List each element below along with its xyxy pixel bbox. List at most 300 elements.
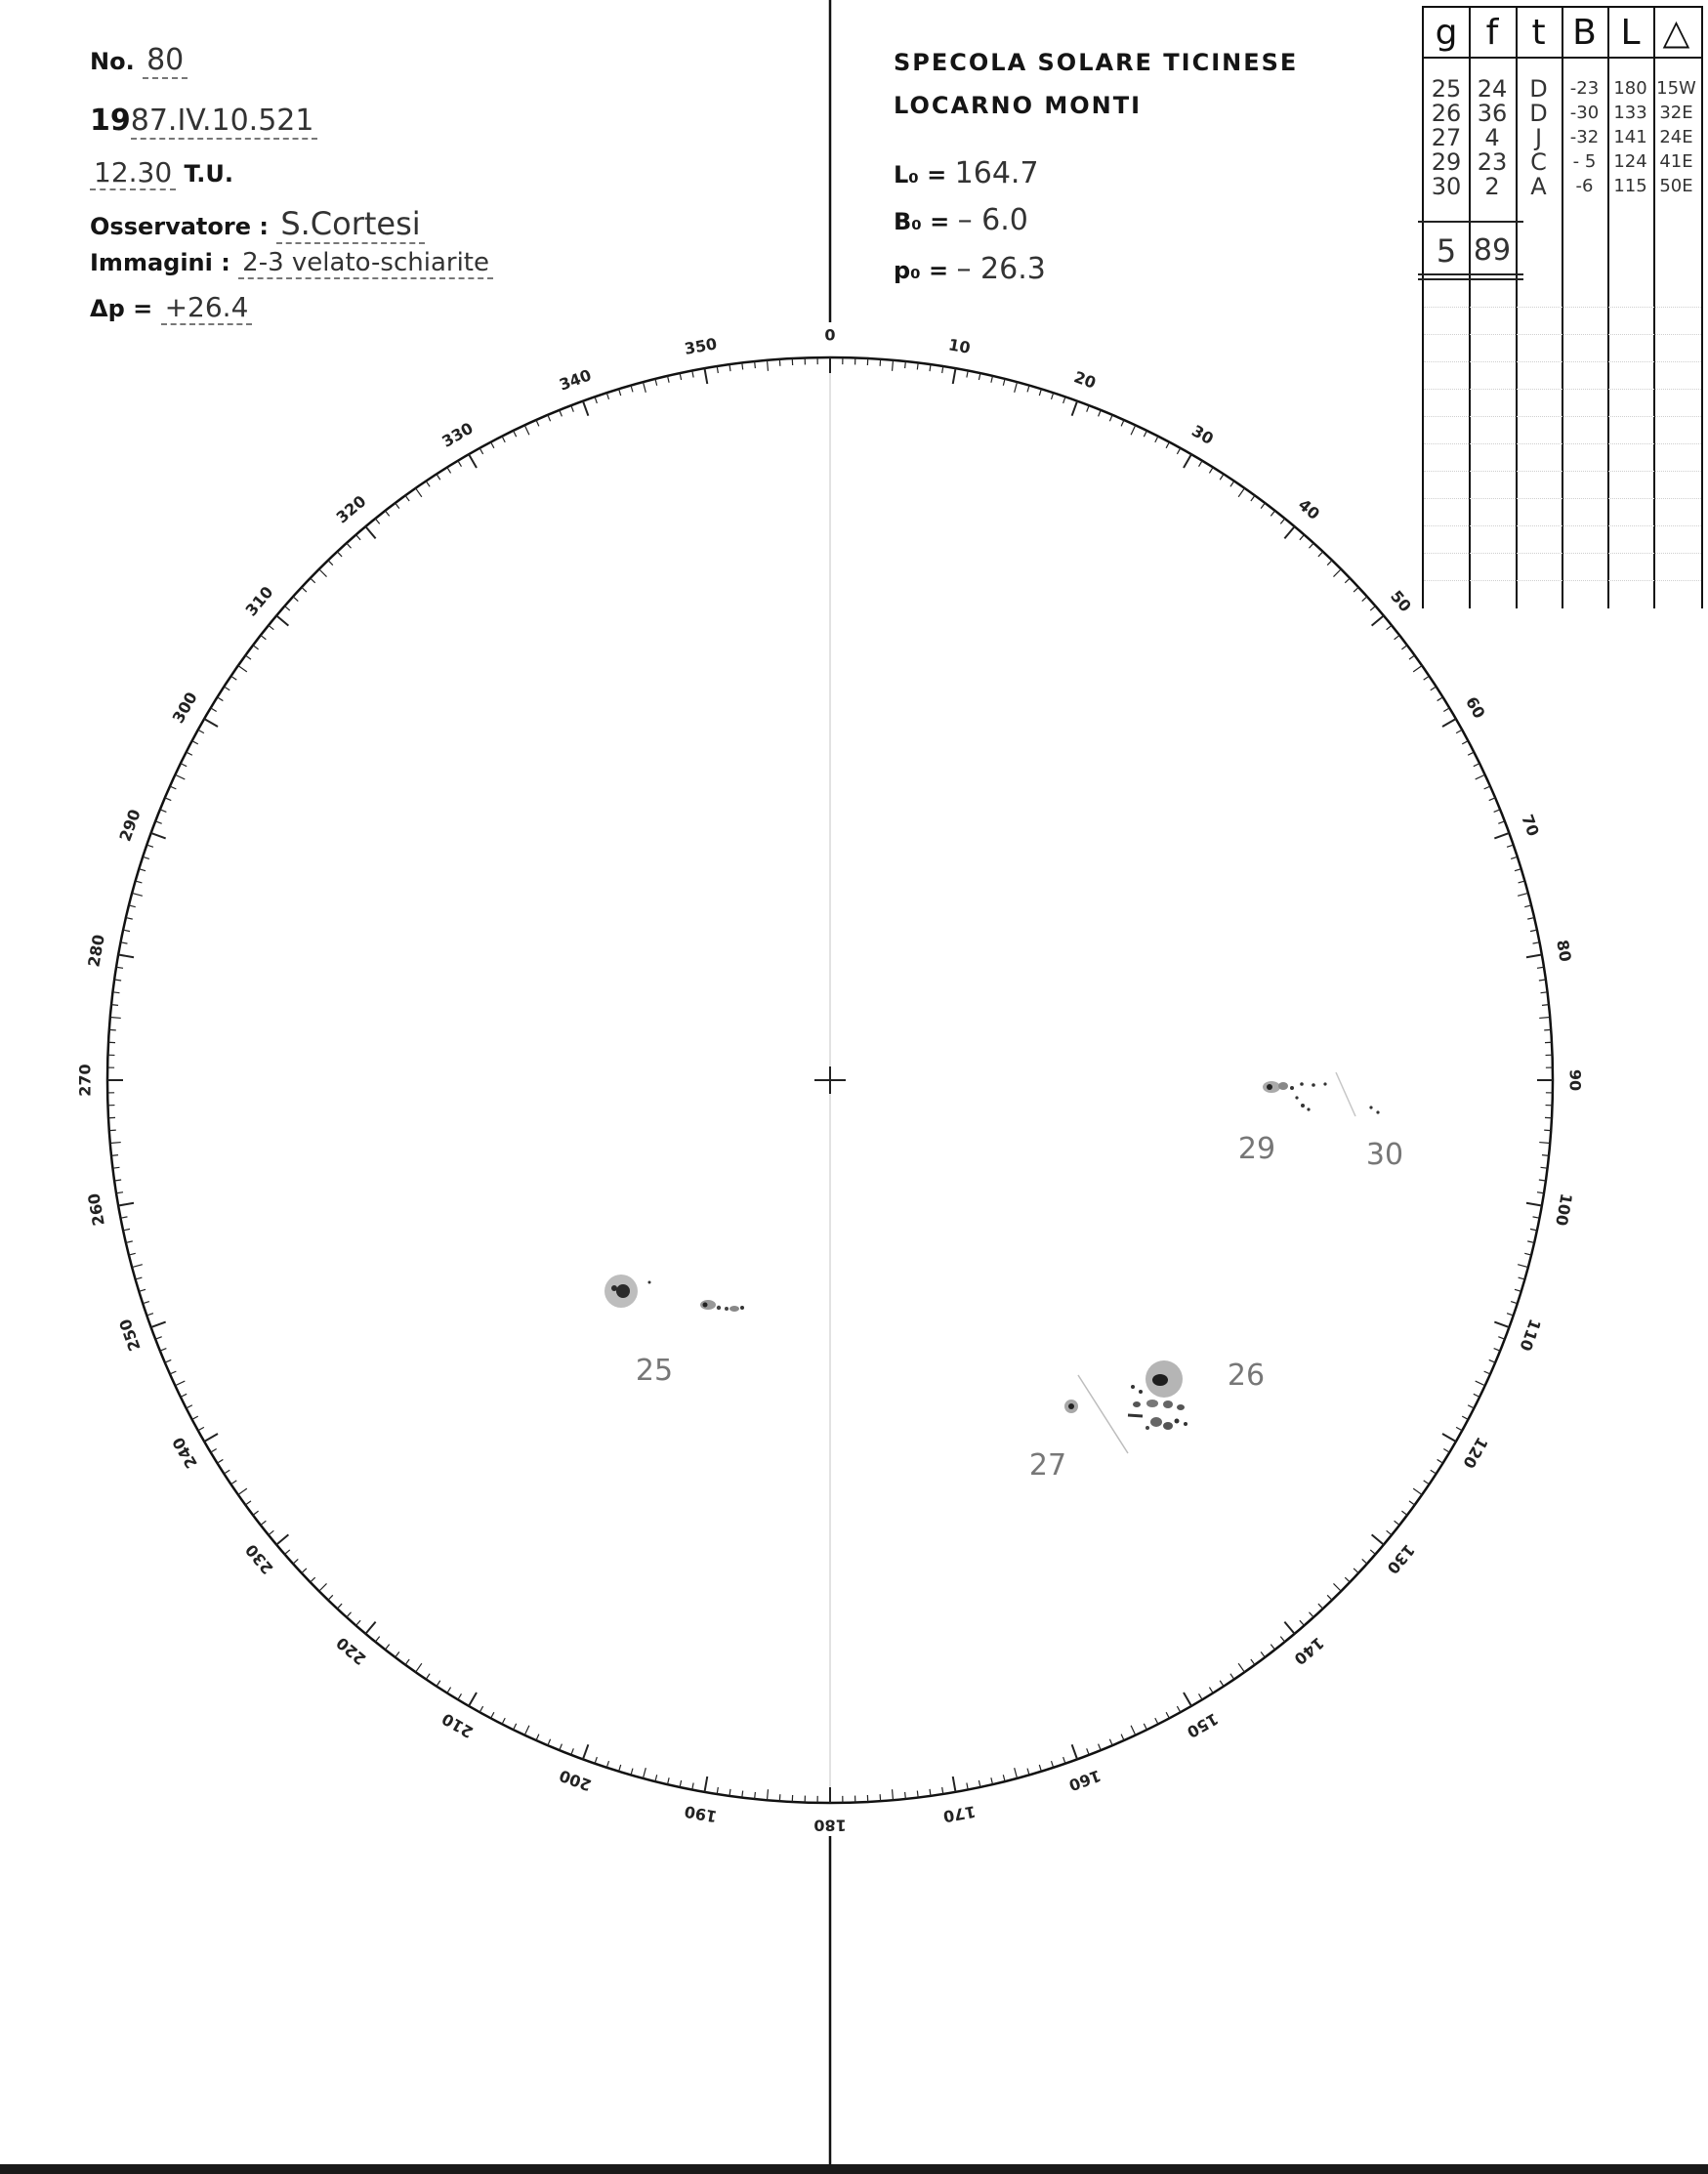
- degree-tick: [1456, 1427, 1462, 1430]
- degree-tick: [1220, 1681, 1224, 1687]
- delta-p-label: Δp =: [90, 295, 153, 322]
- dial-label: 250: [115, 1317, 145, 1354]
- degree-tick: [1109, 415, 1112, 421]
- degree-tick: [165, 1359, 171, 1362]
- institution-name: SPECOLA SOLARE TICINESE: [894, 49, 1299, 76]
- degree-tick: [337, 1604, 342, 1609]
- plate-number-value: 80: [143, 43, 187, 79]
- degree-tick: [953, 1777, 956, 1792]
- degree-tick: [768, 360, 769, 371]
- degree-tick: [502, 437, 505, 442]
- degree-tick: [1409, 1501, 1415, 1505]
- degree-tick: [1541, 1167, 1548, 1168]
- degree-tick: [991, 376, 993, 383]
- degree-tick: [768, 1789, 769, 1800]
- dial-label: 210: [438, 1709, 477, 1742]
- degree-tick: [198, 730, 204, 732]
- cell-spots: 2: [1484, 173, 1500, 200]
- degree-tick: [110, 1143, 121, 1144]
- degree-tick: [319, 569, 327, 577]
- degree-tick: [619, 1765, 621, 1772]
- degree-tick: [276, 615, 288, 625]
- degree-tick: [347, 543, 352, 548]
- cell-spots: 4: [1484, 124, 1500, 151]
- sunspot-pore: [1131, 1385, 1135, 1389]
- sunspot-umbra: [1267, 1084, 1272, 1090]
- B0-label: B₀ =: [894, 208, 950, 235]
- degree-tick: [479, 448, 482, 454]
- degree-tick: [1345, 578, 1350, 583]
- degree-tick: [113, 992, 120, 993]
- sunspot-pore: [1323, 1082, 1326, 1085]
- degree-tick: [524, 1726, 529, 1735]
- degree-tick: [1370, 606, 1375, 611]
- sunspot-pore: [1184, 1422, 1187, 1426]
- sunspot-group-27: [1064, 1400, 1078, 1413]
- degree-tick: [1155, 1718, 1158, 1724]
- degree-tick: [1362, 597, 1367, 602]
- dial-label: 90: [1565, 1068, 1585, 1092]
- sunspot-pore: [725, 1307, 729, 1311]
- degree-tick: [118, 955, 134, 958]
- degree-tick: [217, 697, 223, 701]
- cell-delta: 41E: [1659, 151, 1693, 172]
- table-header-L: L: [1620, 13, 1641, 53]
- degree-tick: [502, 1718, 505, 1724]
- B0-value: – 6.0: [957, 203, 1028, 237]
- degree-tick: [123, 930, 130, 931]
- degree-tick: [1333, 1583, 1341, 1591]
- cell-delta: 24E: [1659, 127, 1693, 147]
- degree-tick: [1184, 454, 1191, 468]
- degree-tick: [347, 1612, 352, 1617]
- degree-tick: [1401, 646, 1407, 649]
- degree-tick: [165, 798, 171, 801]
- degree-tick: [536, 1735, 539, 1740]
- degree-tick: [1121, 1735, 1124, 1740]
- sunspot-group-25: [604, 1275, 744, 1312]
- sunspot-penumbra: [1150, 1417, 1162, 1427]
- degree-tick: [155, 1337, 162, 1340]
- L0-label: L₀ =: [894, 161, 947, 188]
- cell-group: 26: [1431, 100, 1462, 127]
- degree-tick: [146, 1314, 153, 1316]
- sunspot-pore: [1133, 1401, 1141, 1407]
- dial-label: 150: [1184, 1709, 1222, 1742]
- sunspot-pore: [1177, 1404, 1185, 1410]
- degree-tick: [1511, 857, 1518, 858]
- degree-tick: [396, 503, 399, 509]
- degree-tick: [1507, 1314, 1514, 1316]
- degree-tick: [1413, 666, 1422, 672]
- degree-tick: [1431, 1470, 1437, 1474]
- degree-tick: [447, 1688, 451, 1693]
- degree-tick: [110, 1018, 121, 1019]
- degree-tick: [458, 1693, 462, 1699]
- degree-tick: [311, 578, 315, 583]
- sunspot-penumbra: [1163, 1401, 1173, 1408]
- dial-label: 190: [683, 1802, 719, 1826]
- degree-tick: [606, 393, 608, 399]
- degree-tick: [1039, 389, 1041, 396]
- degree-tick: [416, 1663, 422, 1672]
- dial-label: 230: [241, 1540, 277, 1578]
- degree-tick: [595, 1757, 597, 1764]
- cell-spots: 36: [1477, 100, 1508, 127]
- cell-delta: 32E: [1659, 103, 1693, 123]
- degree-tick: [1039, 1765, 1041, 1772]
- degree-tick: [1109, 1739, 1112, 1745]
- degree-tick: [1052, 1761, 1054, 1768]
- degree-tick: [991, 1777, 993, 1784]
- degree-tick: [1526, 1203, 1542, 1206]
- degree-tick: [293, 1559, 298, 1564]
- degree-tick: [118, 1203, 134, 1206]
- degree-tick: [1087, 405, 1090, 412]
- images-label: Immagini :: [90, 249, 230, 276]
- degree-tick: [680, 373, 681, 380]
- degree-tick: [224, 1470, 229, 1474]
- degree-tick: [491, 1712, 494, 1718]
- sunspot-pore: [1376, 1110, 1379, 1113]
- degree-tick: [405, 1659, 409, 1665]
- degree-tick: [1166, 1712, 1169, 1718]
- sunspot-pore: [1146, 1426, 1149, 1430]
- degree-tick: [1424, 676, 1430, 680]
- degree-tick: [1261, 1651, 1265, 1657]
- degree-tick: [365, 526, 375, 538]
- cell-spots: 23: [1477, 148, 1508, 176]
- degree-tick: [1280, 519, 1284, 523]
- degree-tick: [1530, 1229, 1537, 1230]
- degree-tick: [1372, 1534, 1384, 1544]
- degree-tick: [571, 405, 574, 412]
- table-header-f: f: [1485, 13, 1499, 53]
- sunspot-pore: [1300, 1082, 1304, 1086]
- degree-tick: [1309, 543, 1313, 548]
- dial-label: 340: [557, 365, 594, 395]
- table-header-t: t: [1531, 13, 1546, 53]
- degree-tick: [302, 587, 307, 592]
- degree-tick: [668, 376, 670, 383]
- degree-tick: [1494, 810, 1500, 813]
- degree-tick: [111, 1155, 118, 1156]
- images-value: 2-3 velato-schiarite: [238, 248, 493, 279]
- sunspot-penumbra: [1146, 1400, 1158, 1407]
- bottom-border: [0, 2164, 1708, 2174]
- degree-tick: [1063, 397, 1065, 403]
- degree-tick: [1476, 774, 1485, 779]
- degree-tick: [285, 1550, 290, 1555]
- degree-tick: [261, 1521, 267, 1525]
- degree-tick: [619, 389, 621, 396]
- group-label-29: 29: [1237, 1132, 1276, 1166]
- group-separator-line: [1078, 1375, 1128, 1453]
- cell-type: A: [1530, 173, 1547, 200]
- degree-tick: [181, 764, 187, 767]
- dial-label: 50: [1387, 586, 1415, 616]
- degree-tick: [583, 401, 588, 416]
- degree-tick: [643, 1768, 646, 1778]
- degree-tick: [668, 1777, 670, 1784]
- degree-tick: [416, 488, 422, 497]
- dial-label: 220: [332, 1633, 370, 1669]
- dial-label: 330: [438, 418, 477, 451]
- dial-label: 280: [84, 933, 108, 969]
- degree-tick: [1063, 1757, 1065, 1764]
- degree-tick: [1437, 697, 1443, 701]
- degree-tick: [170, 1371, 176, 1374]
- cell-group: 25: [1431, 75, 1462, 103]
- sunspot-group-30: [1369, 1106, 1379, 1113]
- sunspot-pore: [1290, 1086, 1294, 1090]
- degree-tick: [224, 687, 229, 690]
- degree-tick: [356, 535, 361, 540]
- degree-tick: [1437, 1459, 1443, 1463]
- degree-tick: [1251, 1659, 1255, 1665]
- delta-p-value: +26.4: [161, 291, 253, 325]
- degree-tick: [1345, 1577, 1350, 1582]
- cell-longitude: 133: [1613, 103, 1647, 123]
- degree-tick: [1539, 1143, 1550, 1144]
- degree-tick: [1395, 1521, 1400, 1525]
- degree-tick: [126, 1241, 133, 1243]
- degree-tick: [204, 1434, 218, 1442]
- degree-tick: [479, 1706, 482, 1712]
- cell-longitude: 115: [1613, 176, 1647, 196]
- degree-tick: [231, 1481, 237, 1484]
- degree-tick: [1484, 786, 1490, 789]
- degree-tick: [1309, 1612, 1313, 1617]
- degree-tick: [192, 741, 198, 744]
- degree-tick: [1015, 1768, 1018, 1778]
- degree-tick: [151, 1322, 166, 1327]
- degree-tick: [560, 410, 562, 416]
- degree-tick: [385, 1645, 389, 1651]
- degree-tick: [1387, 1530, 1392, 1534]
- degree-tick: [1131, 425, 1136, 435]
- dial-label: 10: [946, 335, 973, 357]
- degree-tick: [1476, 1381, 1485, 1386]
- degree-tick: [1220, 474, 1224, 480]
- date-value: 87.IV.10.521: [131, 104, 318, 140]
- degree-tick: [175, 774, 185, 779]
- cell-group: 27: [1431, 124, 1462, 151]
- cell-type: C: [1530, 148, 1547, 176]
- degree-tick: [1409, 655, 1415, 659]
- degree-tick: [1251, 495, 1255, 501]
- degree-tick: [1494, 1322, 1509, 1327]
- degree-tick: [1372, 615, 1384, 625]
- sunspot-umbra: [611, 1285, 617, 1291]
- degree-tick: [1484, 1371, 1490, 1374]
- degree-tick: [187, 1405, 192, 1408]
- degree-tick: [514, 431, 517, 437]
- sunspot-pore: [740, 1306, 744, 1310]
- dial-label: 310: [241, 582, 277, 620]
- degree-tick: [160, 1349, 166, 1352]
- group-label-25: 25: [635, 1354, 674, 1388]
- cell-latitude: -6: [1575, 176, 1594, 196]
- sunspot-group-26: [1128, 1360, 1187, 1430]
- degree-tick: [1199, 461, 1203, 467]
- degree-tick: [1131, 1726, 1136, 1735]
- degree-tick: [311, 1577, 315, 1582]
- institution-location: LOCARNO MONTI: [894, 92, 1143, 119]
- degree-tick: [129, 1253, 136, 1255]
- degree-tick: [1541, 992, 1548, 993]
- dial-label: 40: [1294, 495, 1324, 523]
- sunspot-umbra: [1068, 1403, 1074, 1409]
- degree-tick: [1362, 1559, 1367, 1564]
- degree-tick: [170, 786, 176, 789]
- cell-delta: 15W: [1656, 78, 1696, 99]
- dial-label: 200: [557, 1766, 594, 1795]
- degree-tick: [524, 425, 529, 435]
- p0-label: p₀ =: [894, 257, 949, 284]
- degree-tick: [328, 1595, 333, 1600]
- degree-tick: [1238, 1663, 1244, 1672]
- degree-tick: [132, 893, 143, 896]
- cell-longitude: 180: [1613, 78, 1647, 99]
- total-groups: 5: [1436, 232, 1457, 270]
- sunspot-penumbra: [1163, 1422, 1173, 1430]
- sunspot-pore: [1295, 1096, 1298, 1099]
- cell-latitude: - 5: [1572, 151, 1597, 172]
- degree-tick: [655, 1775, 657, 1781]
- cell-latitude: -30: [1569, 103, 1600, 123]
- degree-tick: [1099, 410, 1102, 416]
- degree-tick: [1230, 481, 1234, 487]
- cell-delta: 50E: [1659, 176, 1693, 196]
- cell-type: D: [1529, 75, 1548, 103]
- sunspot-pore: [1369, 1106, 1372, 1108]
- cell-latitude: -32: [1569, 127, 1600, 147]
- dial-label: 20: [1071, 367, 1099, 393]
- sunspot-penumbra: [1278, 1082, 1288, 1090]
- dial-label: 70: [1518, 812, 1543, 839]
- degree-tick: [375, 519, 379, 523]
- degree-tick: [705, 1777, 708, 1792]
- degree-tick: [1474, 764, 1479, 767]
- degree-tick: [1468, 752, 1474, 755]
- cell-longitude: 124: [1613, 151, 1647, 172]
- sunspot-pore: [1307, 1108, 1310, 1110]
- degree-tick: [1462, 741, 1468, 744]
- dial-label: 120: [1459, 1434, 1492, 1472]
- degree-tick: [1468, 1405, 1474, 1408]
- L0-value: 164.7: [954, 156, 1039, 190]
- degree-tick: [1230, 1674, 1234, 1680]
- degree-tick: [571, 1748, 574, 1755]
- sunspot-group-29: [1263, 1081, 1327, 1111]
- degree-tick: [1284, 526, 1294, 538]
- degree-tick: [1354, 1568, 1358, 1573]
- cell-longitude: 141: [1613, 127, 1647, 147]
- degree-tick: [447, 467, 451, 473]
- degree-tick: [1515, 1289, 1521, 1291]
- sunspot-pore: [1175, 1419, 1180, 1424]
- degree-tick: [238, 1488, 247, 1494]
- degree-tick: [1443, 1449, 1449, 1453]
- degree-tick: [1489, 798, 1495, 801]
- degree-tick: [146, 845, 153, 847]
- cell-group: 29: [1431, 148, 1462, 176]
- table-header-g: g: [1435, 13, 1458, 53]
- degree-tick: [245, 655, 251, 659]
- dial-label: 170: [941, 1802, 978, 1826]
- degree-tick: [1209, 1688, 1213, 1693]
- sunspot-penumbra: [700, 1300, 716, 1310]
- degree-tick: [1474, 1394, 1479, 1397]
- dial-label: 80: [1553, 938, 1575, 964]
- degree-tick: [1238, 488, 1244, 497]
- degree-tick: [655, 379, 657, 386]
- degree-tick: [356, 1620, 361, 1625]
- dial-label: 110: [1516, 1317, 1545, 1354]
- degree-tick: [1494, 833, 1509, 838]
- degree-tick: [742, 363, 743, 370]
- degree-tick: [1003, 1775, 1005, 1781]
- degree-tick: [548, 415, 551, 421]
- degree-tick: [1518, 1265, 1528, 1268]
- degree-tick: [1184, 1693, 1191, 1706]
- degree-tick: [1144, 1724, 1146, 1730]
- sunspot-pore: [717, 1306, 721, 1310]
- degree-tick: [1177, 448, 1180, 454]
- degree-tick: [253, 646, 259, 649]
- observer-label: Osservatore :: [90, 213, 269, 240]
- degree-tick: [155, 821, 162, 824]
- degree-tick: [1413, 1488, 1422, 1494]
- degree-tick: [1121, 420, 1124, 426]
- degree-tick: [491, 442, 494, 448]
- degree-tick: [1099, 1744, 1102, 1750]
- degree-tick: [1443, 708, 1449, 712]
- degree-tick: [1015, 382, 1018, 393]
- degree-tick: [1524, 1253, 1531, 1255]
- degree-tick: [111, 1005, 118, 1006]
- dial-label: 140: [1290, 1633, 1328, 1669]
- degree-tick: [1177, 1706, 1180, 1712]
- degree-tick: [1515, 869, 1521, 871]
- dial-label: 350: [683, 334, 719, 358]
- degree-tick: [755, 361, 756, 368]
- degree-tick: [1327, 561, 1332, 565]
- sunspot-pore: [1139, 1390, 1143, 1394]
- cell-latitude: -23: [1569, 78, 1600, 99]
- degree-tick: [1424, 1481, 1430, 1484]
- degree-tick: [1354, 587, 1358, 592]
- degree-tick: [426, 481, 430, 487]
- degree-tick: [1395, 635, 1400, 639]
- degree-tick: [606, 1761, 608, 1768]
- degree-tick: [129, 905, 136, 907]
- degree-tick: [217, 1459, 223, 1463]
- table-header-B: B: [1572, 13, 1597, 53]
- degree-tick: [337, 552, 342, 557]
- degree-tick: [211, 1449, 217, 1453]
- degree-tick: [1209, 467, 1213, 473]
- dial-label: 100: [1552, 1192, 1576, 1228]
- degree-tick: [1155, 437, 1158, 442]
- degree-tick: [293, 597, 298, 602]
- dial-label: 260: [84, 1192, 108, 1228]
- group-label-26: 26: [1227, 1359, 1266, 1393]
- degree-tick: [583, 1744, 588, 1759]
- dial-label: 320: [332, 491, 370, 527]
- degree-tick: [1327, 1595, 1332, 1600]
